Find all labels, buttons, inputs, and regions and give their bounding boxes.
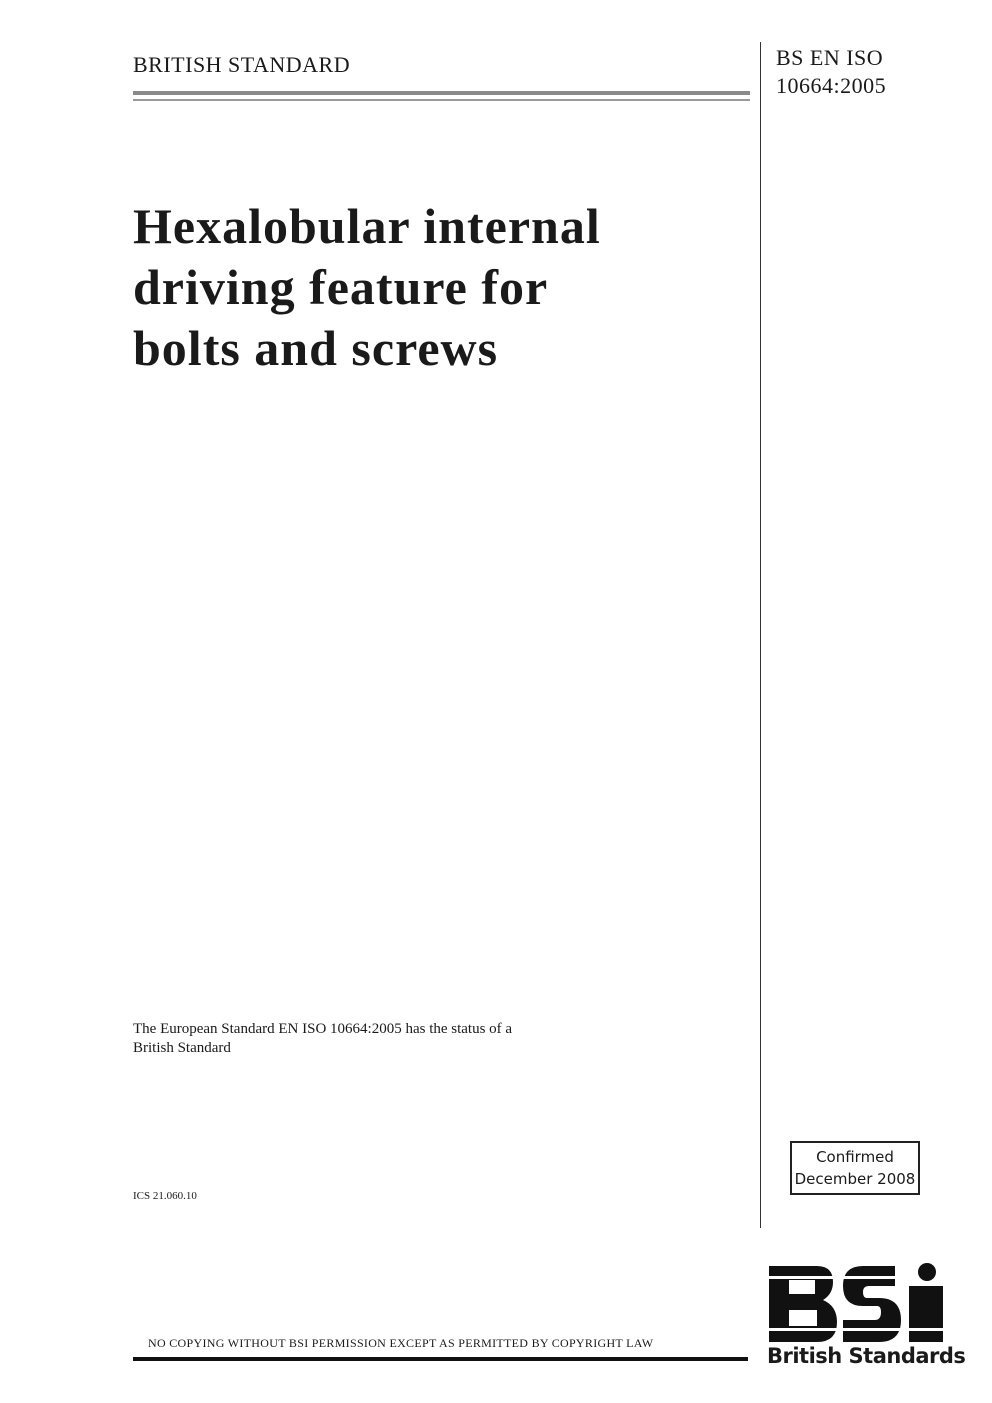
bsi-logo-letter-s: [841, 1266, 903, 1342]
vertical-divider: [760, 42, 761, 1228]
document-title: [133, 196, 743, 379]
bsi-logo-letter-b: [767, 1266, 837, 1342]
confirmed-date: December 2008: [794, 1170, 916, 1188]
copyright-notice: NO COPYING WITHOUT BSI PERMISSION EXCEPT AS PERMITTED BY COPYRIGHT LAW: [148, 1336, 654, 1350]
standard-number-line2: 10664:2005: [776, 73, 887, 98]
ics-code: ICS 21.060.10: [133, 1190, 197, 1202]
status-note-line2: British Standard: [133, 1040, 231, 1056]
header-rule-secondary: [133, 99, 750, 101]
header-rule: [133, 91, 750, 95]
bsi-logo: [767, 1262, 945, 1344]
title-line1: Hexalobular internal: [133, 198, 601, 254]
bsi-logo-name: British Standards: [767, 1344, 966, 1368]
footer-rule: [133, 1357, 748, 1361]
bsi-logo-letter-i: [907, 1263, 945, 1342]
header-label: BRITISH STANDARD: [133, 52, 351, 77]
status-note: [133, 1020, 653, 1058]
confirmed-stamp: [790, 1141, 920, 1195]
standard-number-line1: BS EN ISO: [776, 45, 884, 70]
standard-number: [776, 44, 886, 100]
title-line3: bolts and screws: [133, 320, 499, 376]
status-note-line1: The European Standard EN ISO 10664:2005 has the status of a: [133, 1021, 513, 1037]
title-line2: driving feature for: [133, 259, 549, 315]
confirmed-label: Confirmed: [816, 1148, 894, 1166]
